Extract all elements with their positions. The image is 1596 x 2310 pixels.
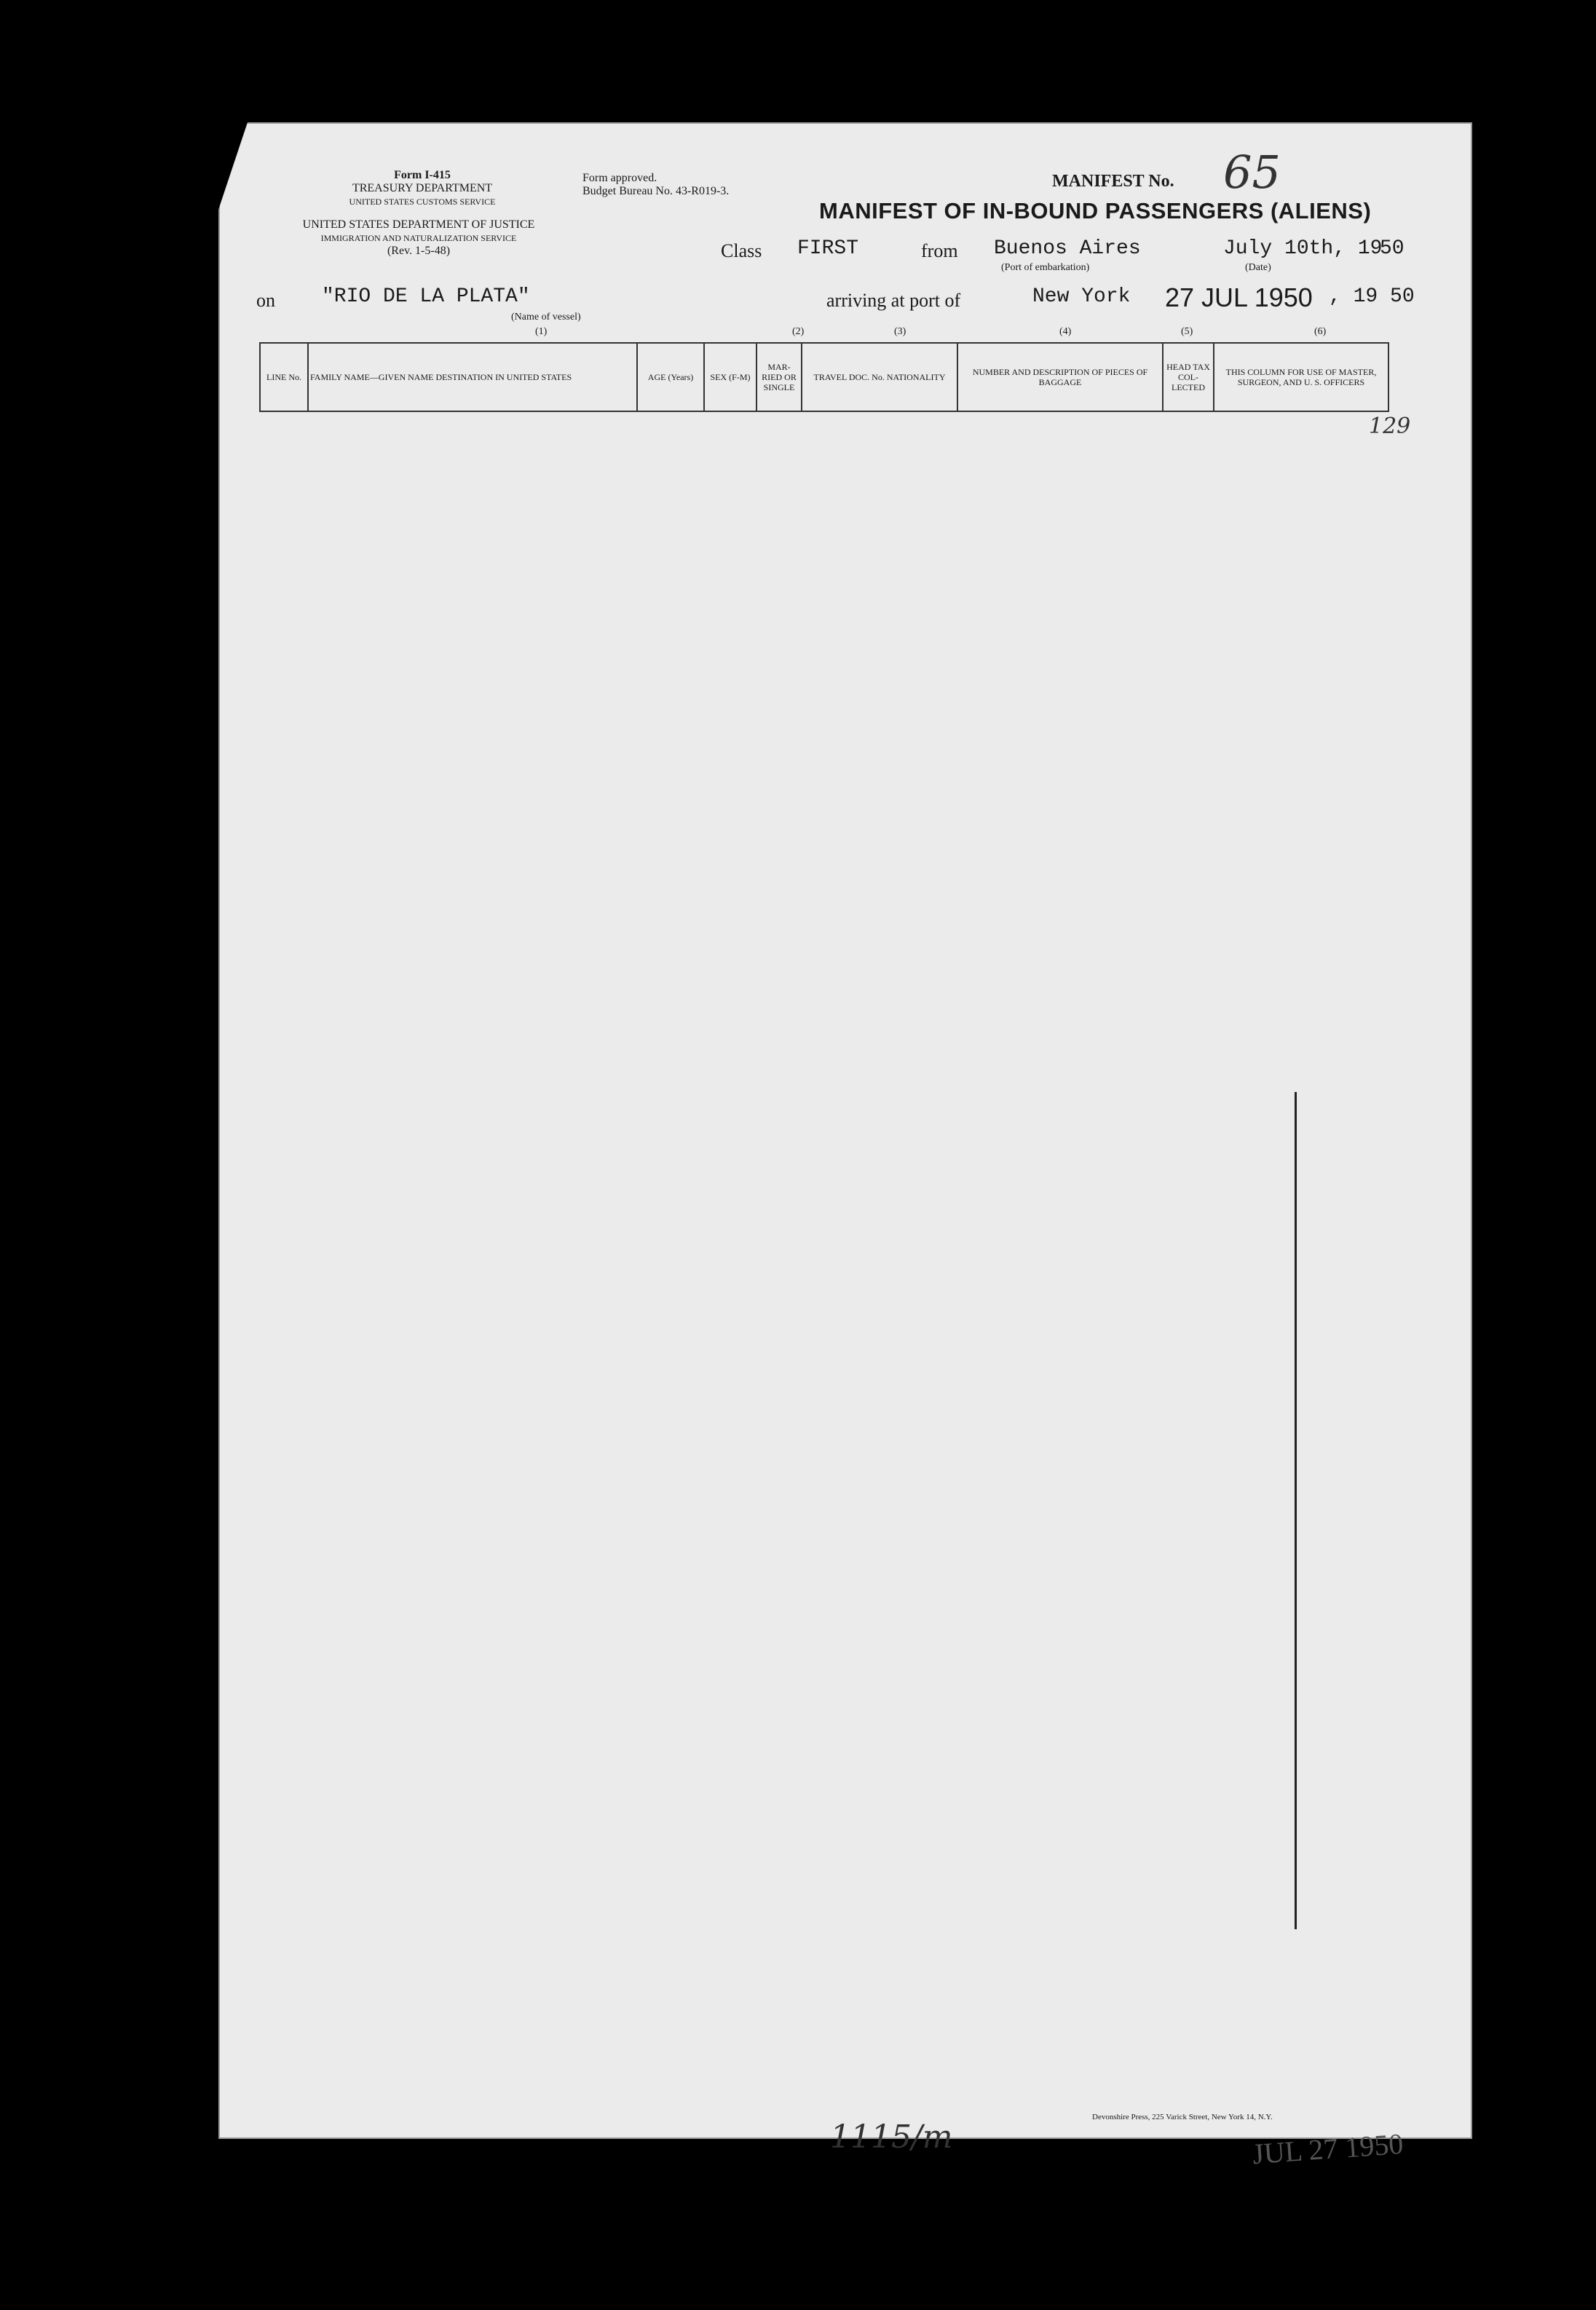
officer-count: 129 (1369, 414, 1411, 439)
col-num-3: (3) (894, 326, 906, 337)
arrival-port: New York (1032, 285, 1131, 308)
punch-hole (169, 2068, 210, 2108)
col-head-tax: HEAD TAX COL-LECTED (1163, 343, 1214, 411)
bottom-handwritten-note: 1115/m (830, 2119, 953, 2156)
on-label: on (256, 290, 275, 311)
arriving-label: arriving at port of (826, 290, 961, 311)
date-value: July 10th, 19 (1223, 237, 1383, 260)
port-embark: Buenos Aires (994, 237, 1141, 260)
punch-hole (169, 1696, 210, 1737)
col-num-4: (4) (1059, 326, 1072, 337)
col-travel-doc: TRAVEL DOC. No. NATIONALITY (802, 343, 957, 411)
col-name: FAMILY NAME—GIVEN NAME DESTINATION IN UNITED STATES (308, 343, 637, 411)
date-year: 50 (1380, 237, 1405, 260)
port-embark-caption: (Port of embarkation) (1001, 262, 1090, 273)
passenger-table (259, 342, 1389, 2111)
col-num-1: (1) (535, 326, 548, 337)
printer-credit: Devonshire Press, 225 Varick Street, New York 14, N.Y. (1092, 2113, 1273, 2121)
col-baggage: NUMBER AND DESCRIPTION OF PIECES OF BAGGAGE (957, 343, 1163, 411)
arrival-year: , 19 50 (1329, 285, 1415, 308)
form-rev: (Rev. 1-5-48) (387, 245, 451, 257)
manifest-no-label: MANIFEST No. (1052, 172, 1174, 191)
date-caption: (Date) (1245, 262, 1271, 273)
form-approved: Form approved. (582, 172, 657, 184)
dept-justice-sub: IMMIGRATION AND NATURALIZATION SERVICE (320, 233, 517, 243)
punch-hole (169, 320, 210, 361)
form-number-block (320, 169, 524, 208)
punch-hole (169, 1310, 210, 1351)
table-header-row (260, 343, 1388, 411)
col-num-6: (6) (1314, 326, 1327, 337)
punch-hole (169, 1893, 210, 1934)
budget-bureau: Budget Bureau No. 43-R019-3. (582, 185, 730, 197)
punch-hole (169, 925, 210, 965)
approval-block (582, 172, 801, 198)
justice-block (248, 218, 590, 258)
vessel-caption: (Name of vessel) (511, 312, 581, 323)
punch-hole (169, 371, 210, 412)
punch-hole (169, 1121, 210, 1162)
form-no: Form I-415 (394, 169, 451, 181)
torn-corner (218, 122, 248, 210)
dept-justice: UNITED STATES DEPARTMENT OF JUSTICE (302, 218, 535, 231)
col-num-5: (5) (1181, 326, 1193, 337)
punch-hole (169, 728, 210, 769)
dept-treasury-sub: UNITED STATES CUSTOMS SERVICE (349, 197, 496, 207)
punch-hole (169, 1500, 210, 1540)
document-title: MANIFEST OF IN-BOUND PASSENGERS (ALIENS) (819, 198, 1372, 224)
class-value: FIRST (797, 237, 859, 260)
arrival-date-stamp: 27 JUL 1950 (1165, 282, 1313, 312)
manifest-no-value: 65 (1223, 146, 1281, 199)
dept-treasury: TREASURY DEPARTMENT (352, 182, 493, 194)
col-officers: THIS COLUMN FOR USE OF MASTER, SURGEON, AND U. S. OFFICERS (1214, 343, 1388, 411)
from-label: from (921, 240, 958, 261)
col-num-2: (2) (792, 326, 805, 337)
vessel-name: "RIO DE LA PLATA" (322, 285, 530, 308)
class-label: Class (721, 240, 762, 261)
punch-hole (169, 444, 210, 485)
col-sex: SEX (F-M) (704, 343, 756, 411)
officer-column-line (1295, 1092, 1297, 1929)
receipt-stamp: JUL 27 1950 (1251, 2127, 1405, 2171)
col-line: LINE No. (260, 343, 308, 411)
col-age: AGE (Years) (637, 343, 704, 411)
col-married: MAR-RIED OR SINGLE (756, 343, 802, 411)
